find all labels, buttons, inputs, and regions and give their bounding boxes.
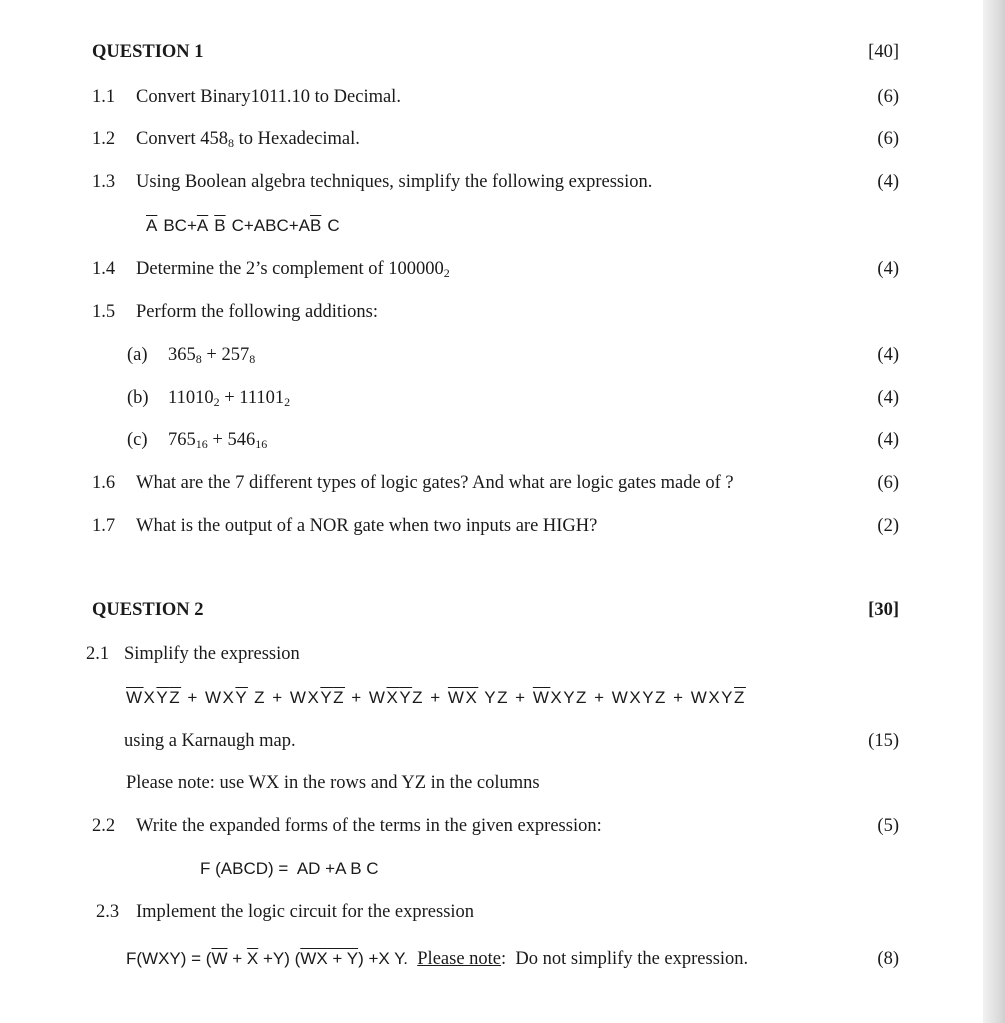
item-text: Determine the 2’s complement of $100000_2$ (136, 259, 450, 280)
addition-expression: $365_8 + 257_8$ (168, 345, 256, 366)
subitem-label: (b) (127, 388, 149, 408)
item-marks: (6) (877, 87, 899, 107)
question-2-marks: [30] (868, 600, 899, 620)
item-text: What is the output of a NOR gate when two inputs are HIGH? (136, 516, 598, 536)
item-marks: (4) (877, 430, 899, 450)
item-number: 1.3 (92, 172, 116, 192)
item-text: What are the 7 different types of logic gates? And what are logic gates made of ? (136, 473, 734, 493)
item-text: Convert Binary1011.10 to Decimal. (136, 87, 401, 107)
item-marks: (6) (877, 473, 899, 493)
item-text: Convert $458_8$ to Hexadecimal. (136, 129, 360, 150)
item-number: 1.6 (92, 473, 116, 493)
item-marks: (4) (877, 388, 899, 408)
item-number: 1.5 (92, 302, 116, 322)
subitem-label: (a) (127, 345, 148, 365)
item-marks: (4) (877, 345, 899, 365)
addition-expression: $11010_2 + 11101_2$ (168, 388, 291, 409)
item-text: Implement the logic circuit for the expression (136, 902, 475, 922)
expression-2-3: $F(WXY) = (\overline{W} + \overline{X} +Y) (WX + Y) +X$ Y. Please note: Do not simplify the expression. (126, 949, 749, 969)
subitem-label: (c) (127, 430, 148, 450)
item-number: 2.1 (86, 644, 110, 664)
item-marks: (4) (877, 172, 899, 192)
item-text: Write the expanded forms of the terms in the given expression: (136, 816, 602, 836)
item-text: Perform the following additions: (136, 302, 379, 322)
item-marks: (4) (877, 259, 899, 279)
boolean-expression-2-1: $\overline{W}X\overline{Y}\overline{Z} + WX\overline{Y}$ $Z + WX\overline{Y}\overline{Z} + W\overline{X}\overline{Y}Z + \overline{W}\overline{X}$ YZ + $\overline{W}XYZ$ + WXYZ + $WXY\overline{Z}$ (126, 688, 746, 707)
item-text: Simplify the expression (124, 644, 300, 664)
item-number: 1.7 (92, 516, 116, 536)
question-1-marks: [40] (868, 42, 899, 62)
item-marks: (15) (868, 731, 899, 751)
item-number: 1.1 (92, 87, 116, 107)
page-edge (983, 0, 1005, 1023)
expression-2-2: F (ABCD) = AD +A B C (200, 859, 379, 878)
item-number: 2.2 (92, 816, 116, 836)
boolean-expression-1-3: $\overline{A}$ $BC+\overline{A}$ $\overline{B}$ $C+ABC+A\overline{B}$ C (146, 216, 340, 235)
item-number: 1.4 (92, 259, 116, 279)
item-marks: (8) (877, 949, 899, 969)
item-marks: (5) (877, 816, 899, 836)
kmap-instruction: using a Karnaugh map. (124, 731, 296, 751)
item-text: Using Boolean algebra techniques, simplify the following expression. (136, 172, 653, 192)
kmap-note: Please note: use WX in the rows and YZ in the columns (126, 773, 540, 793)
item-number: 2.3 (96, 902, 120, 922)
addition-expression: $765_{16} + 546_{16}$ (168, 430, 268, 451)
question-1-title: QUESTION 1 (92, 42, 204, 62)
question-2-title: QUESTION 2 (92, 600, 204, 620)
item-marks: (2) (877, 516, 899, 536)
item-number: 1.2 (92, 129, 116, 149)
item-marks: (6) (877, 129, 899, 149)
